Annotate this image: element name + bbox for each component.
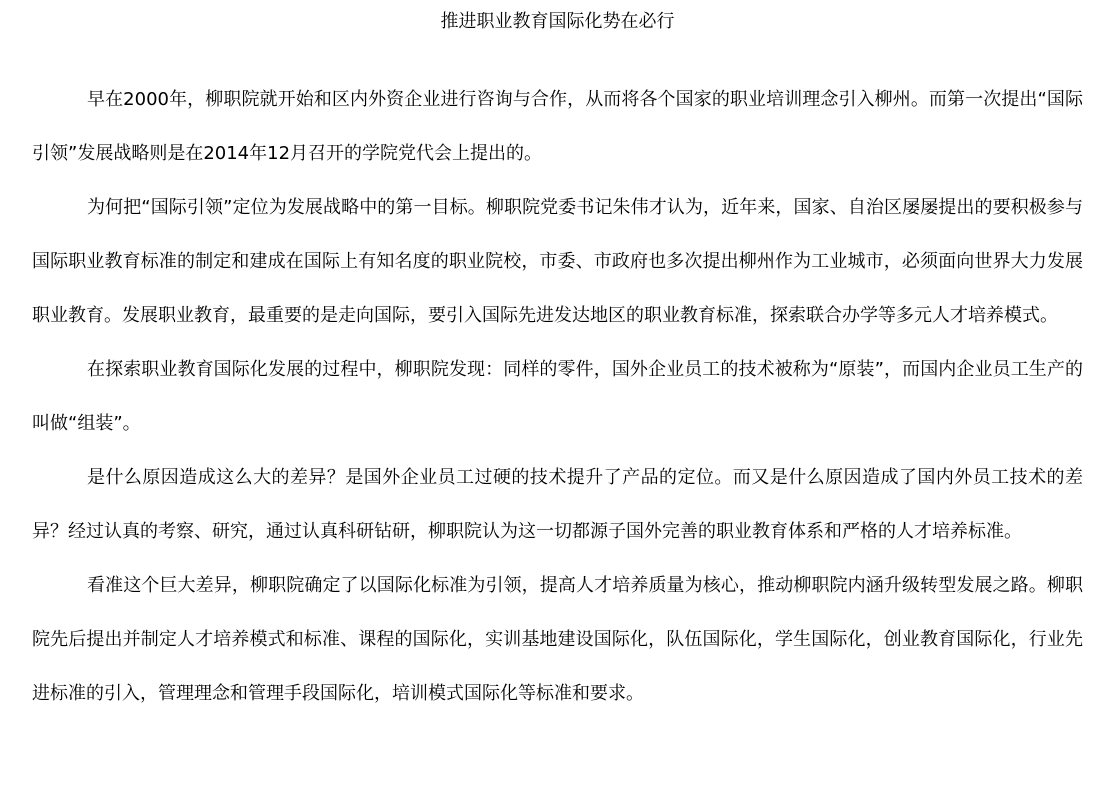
paragraph: 是什么原因造成这么大的差异？是国外企业员工过硬的技术提升了产品的定位。而又是什么原因造成了国内外员工技术的差异？经过认真的考察、研究，通过认真科研钻研，柳职院认为这一切都源子国外完善的职业教育体系和严格的人才培养标准。	[32, 467, 1083, 542]
paragraph: 看准这个巨大差异，柳职院确定了以国际化标准为引领，提高人才培养质量为核心，推动柳职院内涵升级转型发展之路。柳职院先后提出并制定人才培养模式和标准、课程的国际化，实训基地建设国际化，队伍国际化，学生国际化，创业教育国际化，行业先进标准的引入，管理理念和管理手段国际化，培训模式国际化等标准和要求。	[32, 575, 1083, 704]
paragraph: 为何把“国际引领”定位为发展战略中的第一目标。柳职院党委书记朱伟才认为，近年来，国家、自治区屡屡提出的要积极参与国际职业教育标准的制定和建成在国际上有知名度的职业院校，市委、市政府也多次提出柳州作为工业城市，必须面向世界大力发展职业教育。发展职业教育，最重要的是走向国际，要引入国际先进发达地区的职业教育标准，探索联合办学等多元人才培养模式。	[32, 197, 1083, 326]
paragraph: 在探索职业教育国际化发展的过程中，柳职院发现：同样的零件，国外企业员工的技术被称为“原装”，而国内企业员工生产的叫做“组装”。	[32, 359, 1083, 434]
paragraph: 早在2000年，柳职院就开始和区内外资企业进行咨询与合作，从而将各个国家的职业培训理念引入柳州。而第一次提出“国际引领”发展战略则是在2014年12月召开的学院党代会上提出的。	[32, 89, 1083, 164]
document-body	[32, 73, 1083, 721]
document-title: 推进职业教育国际化势在必行	[440, 11, 675, 32]
